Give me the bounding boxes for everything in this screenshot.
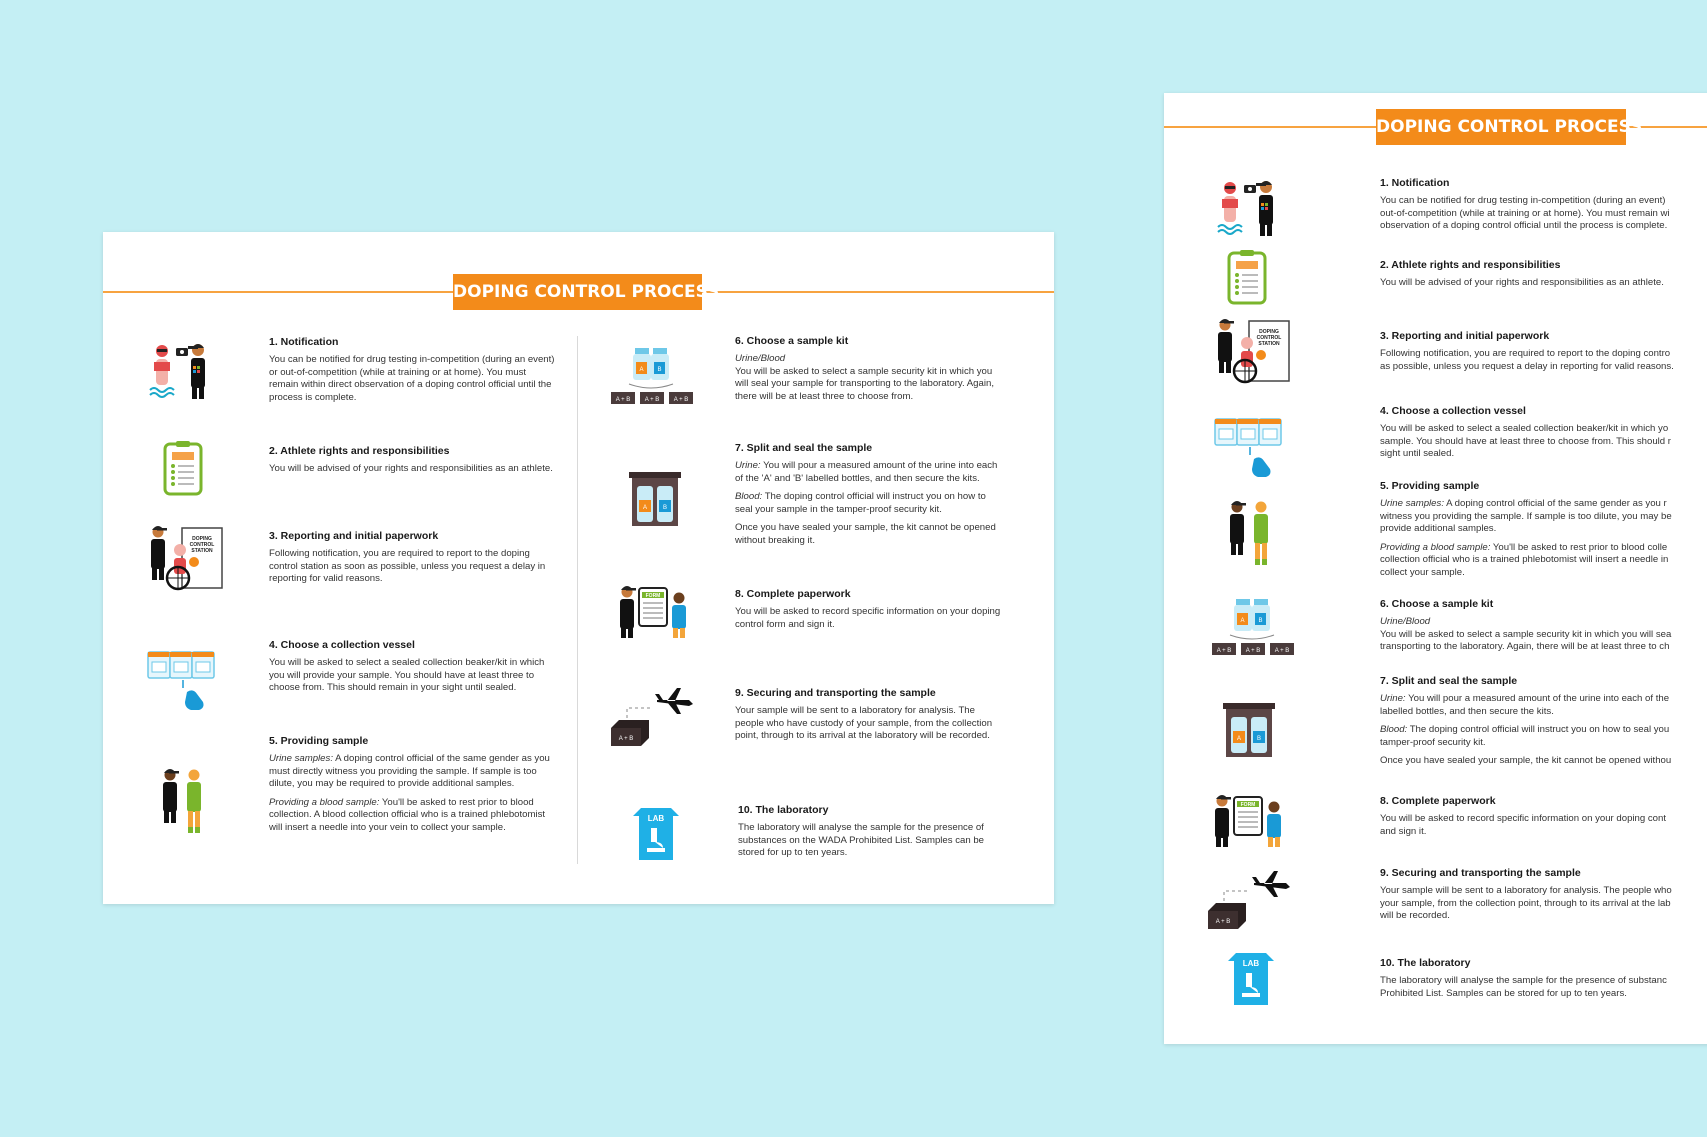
- svg-text:A: A: [1240, 618, 1245, 624]
- svg-text:A + B: A + B: [1245, 648, 1261, 654]
- svg-text:A + B: A + B: [615, 397, 631, 403]
- step-title: 4. Choose a collection vessel: [1380, 405, 1526, 417]
- paperwork-icon: [1212, 795, 1288, 852]
- step-text: Blood: The doping control official will instruct you on how to seal you tamper-proof security kit.: [1380, 724, 1670, 748]
- step-text-lead: Urine:: [735, 460, 761, 471]
- step-text: You will be asked to record specific information on your doping cont and sign it.: [1380, 813, 1667, 837]
- portrait-sheet: [1164, 93, 1707, 1044]
- step-text: The laboratory will analyse the sample for the presence of substanc Prohibited List. Samples can be stored for up to ten years.: [1380, 975, 1667, 999]
- sample-kit-icon: [609, 346, 699, 413]
- step-text: [735, 460, 1005, 485]
- step-text: [735, 491, 1005, 516]
- svg-text:A: A: [639, 367, 644, 373]
- step-title: 10. The laboratory: [1380, 957, 1471, 969]
- step-text: You will be asked to select a sample security kit in which you will sea transporting to the laboratory. Again, there will be at least three to ch: [1380, 628, 1672, 653]
- step-title: 8. Complete paperwork: [1380, 795, 1496, 807]
- step-text: You can be notified for drug testing in-competition (during an event) out-of-competition (while at training or at home). You must remain wi observation of a doping control official until the process is complete.: [1380, 195, 1670, 232]
- laboratory-icon: [1228, 953, 1274, 1012]
- svg-text:B: B: [662, 505, 668, 511]
- step-text: You will be asked to select a sealed collection beaker/kit in which you will provide your sample. You should have at least three to choose from. This should remain in your sight until sealed.: [269, 657, 545, 694]
- step-title: 9. Securing and transporting the sample: [735, 687, 936, 699]
- collection-vessel-icon: [147, 650, 221, 719]
- step-text: Urine samples: A doping control official of the same gender as you r witness you providing the sample. If sample is too dilute, you may be provide additional samples.: [1380, 498, 1672, 535]
- step-title: 7. Split and seal the sample: [735, 442, 873, 454]
- step-title: 4. Choose a collection vessel: [269, 639, 415, 651]
- step-title: 9. Securing and transporting the sample: [1380, 867, 1581, 879]
- svg-text:FORM: FORM: [1240, 802, 1256, 808]
- step-text: Your sample will be sent to a laboratory for analysis. The people who your sample, from the collection point, through to its arrival at the lab will be recorded.: [1380, 885, 1672, 922]
- svg-text:B: B: [657, 367, 662, 373]
- step-text: You will be advised of your rights and responsibilities as an athlete.: [1380, 277, 1664, 288]
- step-subtitle: Urine/Blood: [735, 353, 786, 364]
- step-text: You can be notified for drug testing in-competition (during an event) or out-of-competition (while at training or at home). You must remain within direct observation of a doping control official until the process is complete.: [269, 354, 555, 403]
- clipboard-icon: [1227, 249, 1267, 310]
- svg-text:A + B: A + B: [1216, 648, 1232, 654]
- svg-text:DOPING: DOPING: [192, 536, 212, 542]
- step-text-lead: Blood:: [735, 491, 763, 503]
- banner-title: DOPING CONTROL PROCESS: [453, 274, 702, 310]
- landscape-sheet: [103, 232, 1054, 904]
- column-divider: [577, 336, 578, 864]
- step-title: 2. Athlete rights and responsibilities: [1380, 259, 1561, 271]
- step-title: 6. Choose a sample kit: [735, 335, 849, 347]
- svg-text:A: A: [642, 505, 648, 511]
- step-text: Once you have sealed your sample, the kit cannot be opened without breaking it.: [735, 522, 996, 546]
- step-text: [269, 753, 555, 791]
- collection-vessel-icon: [1214, 417, 1288, 486]
- step-title: 5. Providing sample: [1380, 480, 1480, 492]
- svg-text:A + B: A + B: [644, 397, 660, 403]
- laboratory-icon: [633, 808, 679, 867]
- airplane-icon: [1204, 863, 1290, 936]
- step-text: You will be asked to record specific information on your doping control form and sign it.: [735, 606, 1001, 630]
- svg-text:A: A: [1236, 736, 1242, 742]
- step-title: 3. Reporting and initial paperwork: [269, 530, 439, 542]
- doping-control-station-icon: [1215, 319, 1293, 394]
- step-text-body: A doping control official of the same gender as you must directly witness you providing the sample. If sample is too dilute, you may be required to provide additional samples.: [269, 753, 550, 790]
- step-title: 7. Split and seal the sample: [1380, 675, 1518, 687]
- step-text: Your sample will be sent to a laboratory for analysis. The people who have custody of your sample, from the collection point, through to its arrival at the laboratory will be recorded.: [735, 705, 993, 742]
- doping-control-station-icon: [148, 526, 226, 601]
- paperwork-icon: [617, 586, 693, 643]
- step-text: Once you have sealed your sample, the kit cannot be opened withou: [1380, 755, 1672, 767]
- step-text: [269, 797, 555, 835]
- svg-text:CONTROL: CONTROL: [1256, 335, 1282, 341]
- step-text-body: You'll be asked to rest prior to blood collection. A blood collection official who is a trained phlebotomist will insert a needle into your vein to collect your sample.: [269, 796, 546, 833]
- step-title: 5. Providing sample: [269, 735, 369, 747]
- svg-text:A + B: A + B: [1274, 648, 1290, 654]
- step-text: You will be asked to select a sealed collection beaker/kit in which yo sample. You should have at least three to choose from. This should r sight until sealed.: [1380, 423, 1672, 460]
- banner-title: DOPING CONTROL PROCESS: [1376, 109, 1626, 145]
- svg-text:CONTROL: CONTROL: [189, 542, 215, 548]
- step-title: 10. The laboratory: [738, 804, 829, 816]
- step-text: Providing a blood sample: You'll be asked to rest prior to blood colle collection official who is a trained phlebotomist will insert a needle in collect your sample.: [1380, 541, 1669, 578]
- step-text-body: You will pour a measured amount of the urine into each of the 'A' and 'B' labelled bottles, and then secure the kits.: [735, 460, 998, 484]
- step-text: You will be asked to select a sample security kit in which you will seal your sample for transporting to the laboratory. Again, there will be at least three to choose from.: [735, 365, 994, 402]
- providing-sample-icon: [1225, 497, 1275, 574]
- svg-text:LAB: LAB: [647, 814, 665, 823]
- step-text-lead: Urine samples:: [269, 753, 333, 764]
- notification-icon: [148, 342, 216, 405]
- split-seal-icon: [629, 472, 681, 533]
- svg-text:LAB: LAB: [1242, 959, 1260, 968]
- providing-sample-icon: [158, 765, 208, 842]
- step-text-body: The doping control official will instruct you on how to seal your sample in the tamper-proof security kit.: [735, 491, 986, 515]
- svg-text:B: B: [1258, 618, 1263, 624]
- step-title: 3. Reporting and initial paperwork: [1380, 330, 1550, 342]
- clipboard-icon: [163, 440, 203, 501]
- step-subtitle: Urine/Blood: [1380, 616, 1431, 627]
- step-title: 6. Choose a sample kit: [1380, 598, 1494, 610]
- sample-kit-icon: [1210, 597, 1300, 664]
- svg-text:STATION: STATION: [1258, 341, 1280, 347]
- svg-text:FORM: FORM: [645, 593, 661, 599]
- svg-text:B: B: [1256, 736, 1262, 742]
- svg-text:STATION: STATION: [191, 548, 213, 554]
- svg-text:DOPING: DOPING: [1259, 329, 1279, 335]
- step-text: The laboratory will analyse the sample for the presence of substances on the WADA Prohibited List. Samples can be stored for up to ten years.: [738, 822, 985, 859]
- airplane-icon: [607, 680, 693, 753]
- notification-icon: [1216, 179, 1284, 242]
- split-seal-icon: [1223, 703, 1275, 764]
- step-text: Following notification, you are required to report to the doping control station as soon as possible, unless you request a delay in reporting for valid reasons.: [269, 548, 546, 585]
- svg-text:A + B: A + B: [618, 736, 634, 742]
- svg-text:A + B: A + B: [1215, 919, 1231, 925]
- step-text: Urine: You will pour a measured amount of the urine into each of the labelled bottles, and then secure the kits.: [1380, 693, 1670, 717]
- step-title: 1. Notification: [269, 336, 339, 348]
- step-title: 1. Notification: [1380, 177, 1450, 189]
- step-text: You will be advised of your rights and responsibilities as an athlete.: [269, 463, 553, 474]
- step-text-lead: Providing a blood sample:: [269, 796, 380, 808]
- step-title: 8. Complete paperwork: [735, 588, 851, 600]
- step-text: Following notification, you are required to report to the doping contro as possible, unless you request a delay in reporting for valid reasons.: [1380, 348, 1674, 372]
- step-title: 2. Athlete rights and responsibilities: [269, 445, 450, 457]
- svg-text:A + B: A + B: [673, 397, 689, 403]
